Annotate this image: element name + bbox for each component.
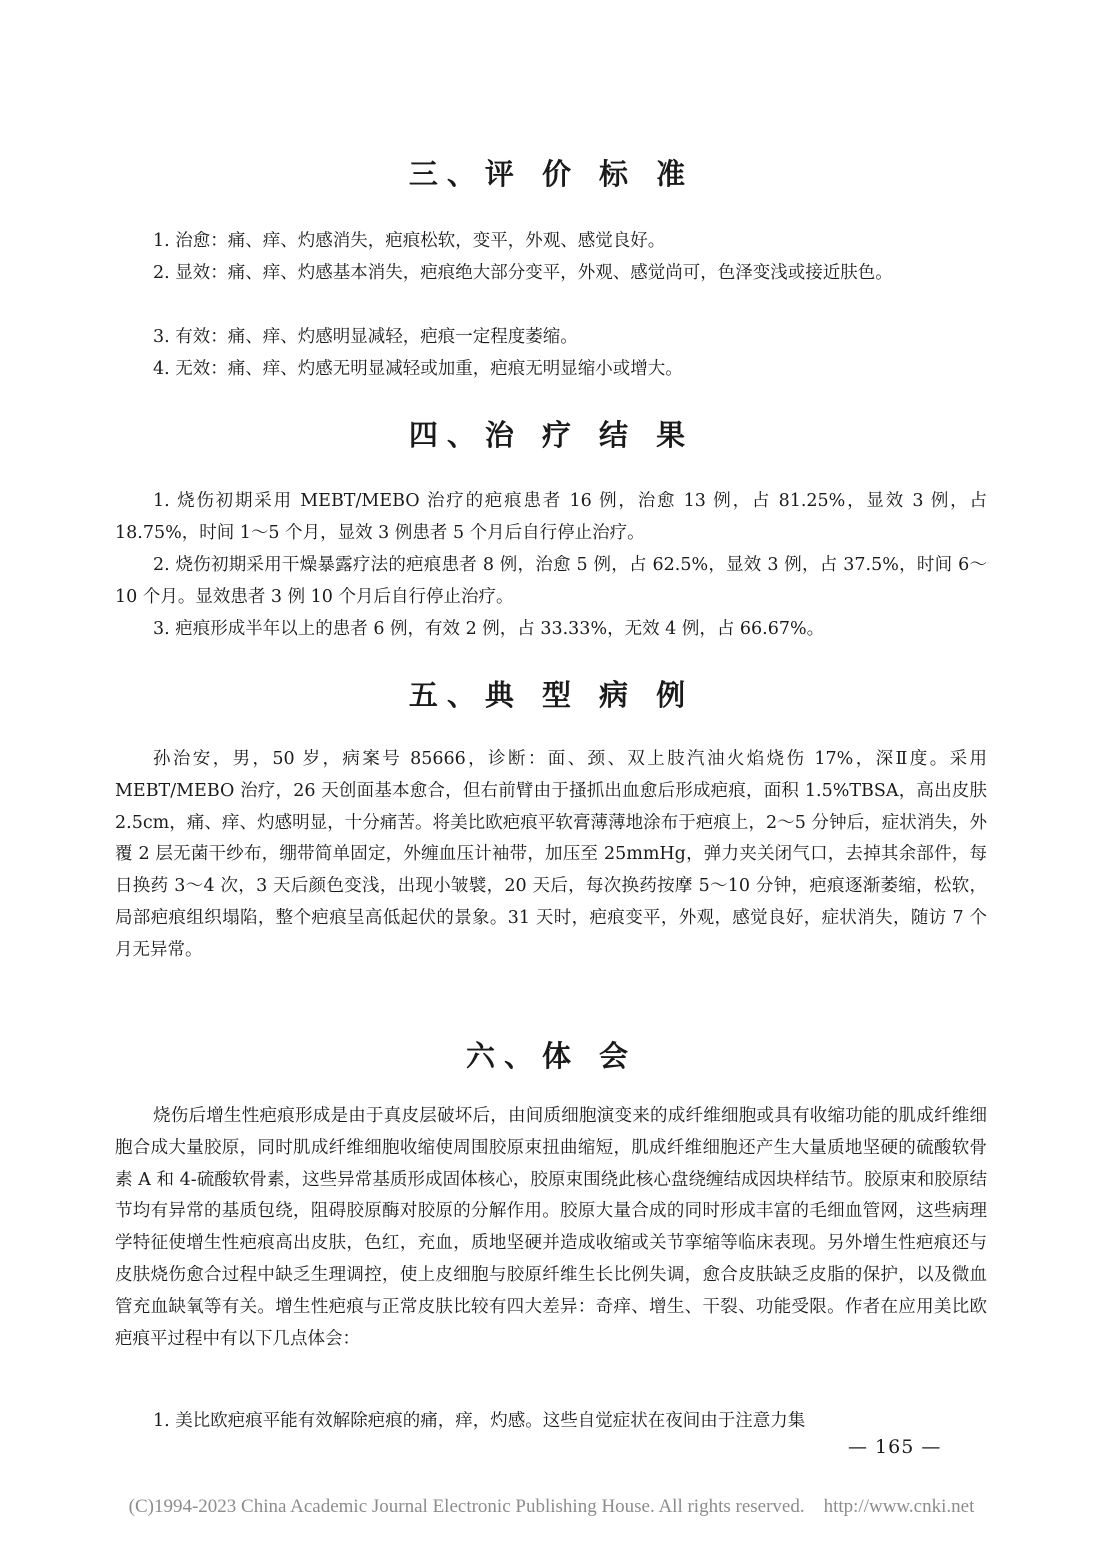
- paragraph: 1. 治愈：痛、痒、灼感消失，疤痕松软，变平，外观、感觉良好。: [153, 231, 666, 251]
- paragraph: 1. 烧伤初期采用 MEBT/MEBO 治疗的疤痕患者 16 例，治愈 13 例，占 81.25%，显效 3 例，占 18.75%，时间 1～5 个月，显效 3 例患者 5 个月后自行停止治疗。: [115, 491, 987, 543]
- paragraph: 烧伤后增生性疤痕形成是由于真皮层破坏后，由间质细胞演变来的成纤维细胞或具有收缩功能的肌成纤维细胞合成大量胶原，同时肌成纤维细胞收缩使周围胶原束扭曲缩短，肌成纤维细胞还产生大量质地坚硬的硫酸软骨素 A 和 4-硫酸软骨素，这些异常基质形成固体核心，胶原束围绕此核心盘绕缠结成因块样结节。胶原束和胶原结节均有异常的基质包绕，阻碍胶原酶对胶原的分解作用。胶原大量合成的同时形成丰富的毛细血管网，这些病理学特征使增生性疤痕高出皮肤，色红，充血，质地坚硬并造成收缩或关节挛缩等临床表现。另外增生性疤痕还与皮肤烧伤愈合过程中缺乏生理调控，使上皮细胞与胶原纤维生长比例失调，愈合皮肤缺乏皮脂的保护，以及微血管充血缺氧等有关。增生性疤痕与正常皮肤比较有四大差异：奇痒、增生、干裂、功能受限。作者在应用美比欧疤痕平过程中有以下几点体会：: [115, 1106, 987, 1349]
- page-number: — 165 —: [848, 1436, 942, 1458]
- section-heading-results: 四、治 疗 结 果: [408, 418, 695, 452]
- paragraph: 3. 有效：痛、痒、灼感明显减轻，疤痕一定程度萎缩。: [153, 327, 578, 347]
- paragraph: 3. 疤痕形成半年以上的患者 6 例，有效 2 例，占 33.33%，无效 4 例，占 66.67%。: [153, 619, 825, 639]
- paragraph: 1. 美比欧疤痕平能有效解除疤痕的痛，痒，灼感。这些自觉症状在夜间由于注意力集: [153, 1411, 806, 1431]
- section-heading-case: 五、典 型 病 例: [408, 678, 695, 712]
- section-heading-discussion: 六、体 会: [465, 1039, 638, 1073]
- copyright-footer: (C)1994-2023 China Academic Journal Electronic Publishing House. All rights reserved. http://www.cnki.net: [128, 1496, 975, 1517]
- paragraph: 4. 无效：痛、痒、灼感无明显减轻或加重，疤痕无明显缩小或增大。: [153, 359, 683, 379]
- paragraph: 2. 显效：痛、痒、灼感基本消失，疤痕绝大部分变平，外观、感觉尚可，色泽变浅或接近肤色。: [153, 263, 893, 283]
- paragraph: 2. 烧伤初期采用干燥暴露疗法的疤痕患者 8 例，治愈 5 例，占 62.5%，显效 3 例，占 37.5%，时间 6～10 个月。显效患者 3 例 10 个月后自行停止治疗。: [115, 555, 987, 607]
- section-heading-evaluation: 三、评 价 标 准: [408, 157, 695, 191]
- paragraph: 孙治安，男，50 岁，病案号 85666，诊断：面、颈、双上肢汽油火焰烧伤 17%，深Ⅱ度。采用 MEBT/MEBO 治疗，26 天创面基本愈合，但右前臂由于搔抓出血愈后形成疤痕，面积 1.5%TBSA，高出皮肤 2.5cm，痛、痒、灼感明显，十分痛苦。将美比欧疤痕平软膏薄薄地涂布于疤痕上，2～5 分钟后，症状消失，外覆 2 层无菌干纱布，绷带简单固定，外缠血压计袖带，加压至 25mmHg，弹力夹关闭气口，去掉其余部件，每日换药 3～4 次，3 天后颜色变浅，出现小皱襞，20 天后，每次换药按摩 5～10 分钟，疤痕逐渐萎缩，松软，局部疤痕组织塌陷，整个疤痕呈高低起伏的景象。31 天时，疤痕变平，外观，感觉良好，症状消失，随访 7 个月无异常。: [115, 749, 987, 960]
